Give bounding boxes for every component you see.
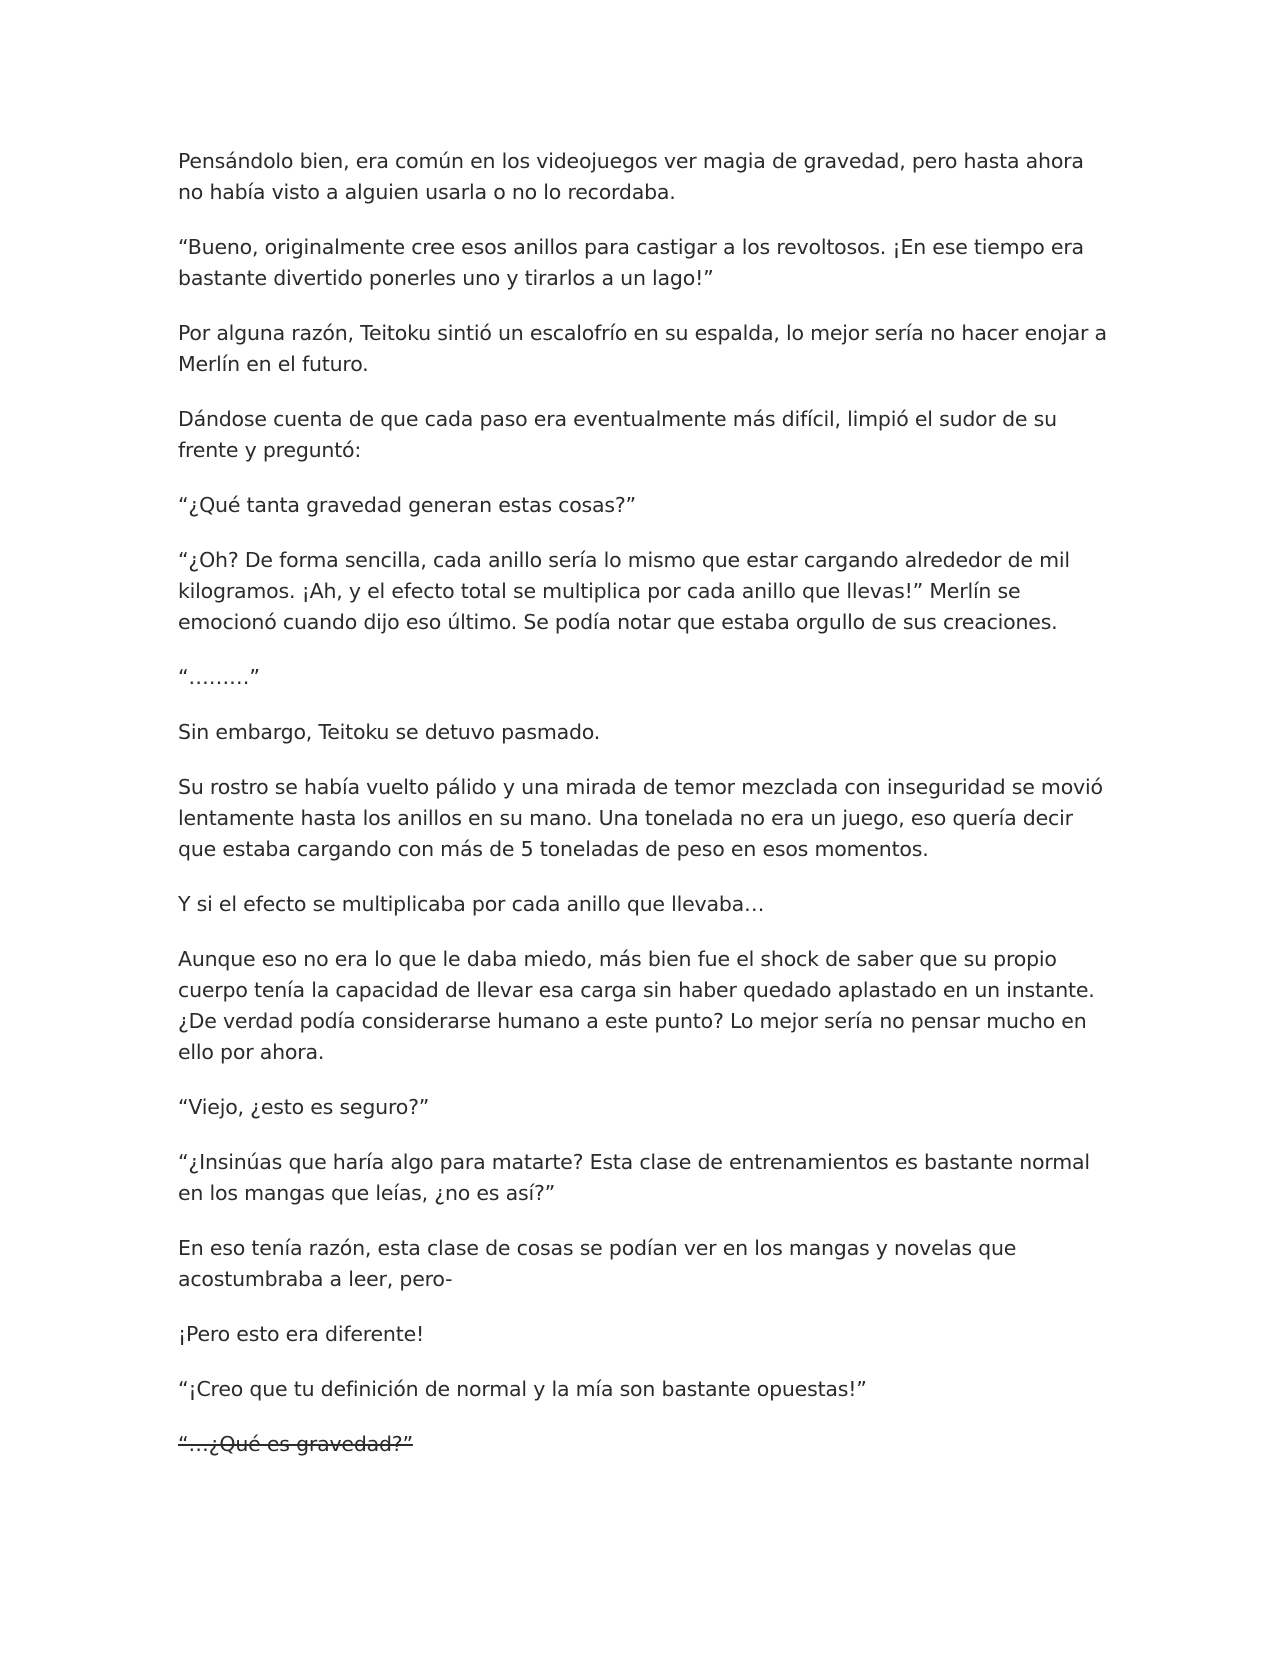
paragraph-5: “¿Qué tanta gravedad generan estas cosas?” (178, 493, 636, 517)
paragraph-16: “¡Creo que tu definición de normal y la mía son bastante opuestas!” (178, 1377, 867, 1401)
paragraph-1: Pensándolo bien, era común en los videojuegos ver magia de gravedad, pero hasta ahora no había visto a alguien usarla o no lo recordaba. (178, 149, 1084, 204)
paragraph-8: Sin embargo, Teitoku se detuvo pasmado. (178, 720, 601, 744)
paragraph-2: “Bueno, originalmente cree esos anillos para castigar a los revoltosos. ¡En ese tiempo era bastante divertido ponerles uno y tirarlos a un lago!” (178, 235, 1084, 290)
paragraph-11: Aunque eso no era lo que le daba miedo, más bien fue el shock de saber que su propio cuerpo tenía la capacidad de llevar esa carga sin haber quedado aplastado en un instante. ¿De verdad podía considerarse humano a este punto? Lo mejor sería no pensar mucho en ello por ahora. (178, 947, 1095, 1064)
paragraph-10: Y si el efecto se multiplicaba por cada anillo que llevaba… (178, 892, 765, 916)
paragraph-4: Dándose cuenta de que cada paso era eventualmente más difícil, limpió el sudor de su frente y preguntó: (178, 407, 1057, 462)
paragraph-3: Por alguna razón, Teitoku sintió un escalofrío en su espalda, lo mejor sería no hacer enojar a Merlín en el futuro. (178, 321, 1107, 376)
paragraph-9: Su rostro se había vuelto pálido y una mirada de temor mezclada con inseguridad se movió lentamente hasta los anillos en su mano. Una tonelada no era un juego, eso quería decir que estaba cargando con más de 5 toneladas de peso en esos momentos. (178, 775, 1103, 861)
document-body (178, 146, 1108, 1484)
paragraph-13: “¿Insinúas que haría algo para matarte? Esta clase de entrenamientos es bastante normal en los mangas que leías, ¿no es así?” (178, 1150, 1090, 1205)
paragraph-14: En eso tenía razón, esta clase de cosas se podían ver en los mangas y novelas que acostumbraba a leer, pero- (178, 1236, 1017, 1291)
paragraph-15: ¡Pero esto era diferente! (178, 1322, 424, 1346)
paragraph-7: “………” (178, 665, 260, 689)
paragraph-6: “¿Oh? De forma sencilla, cada anillo sería lo mismo que estar cargando alrededor de mil kilogramos. ¡Ah, y el efecto total se multiplica por cada anillo que llevas!” Merlín se emocionó cuando dijo eso último. Se podía notar que estaba orgullo de sus creaciones. (178, 548, 1070, 634)
paragraph-12: “Viejo, ¿esto es seguro?” (178, 1095, 430, 1119)
struck-through-line: “…¿Qué es gravedad?” (178, 1432, 413, 1456)
